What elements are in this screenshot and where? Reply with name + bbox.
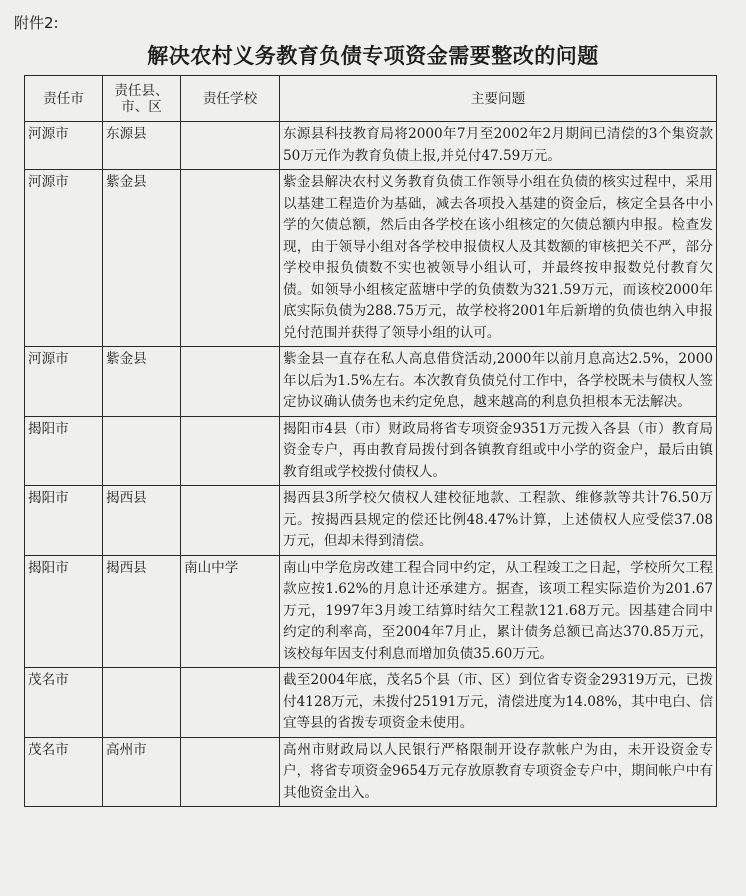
cell-problem: 揭阳市4县（市）财政局将省专项资金9351万元拨入各县（市）教育局资金专户，再由教育局拨付到各镇教育组或中小学的资金户，最后由镇教育组或学校拨付债权人。	[280, 416, 717, 486]
header-county: 责任县、市、区	[103, 76, 181, 122]
header-city: 责任市	[25, 76, 103, 122]
cell-county: 紫金县	[103, 347, 181, 417]
table-header-row	[25, 76, 717, 122]
cell-school	[181, 122, 280, 170]
table-row	[25, 347, 717, 417]
cell-county: 高州市	[103, 737, 181, 807]
cell-problem: 东源县科技教育局将2000年7月至2002年2月期间已清偿的3个集资款50万元作为教育负债上报,并兑付47.59万元。	[280, 122, 717, 170]
cell-city: 揭阳市	[25, 416, 103, 486]
table-row	[25, 668, 717, 738]
table-row	[25, 122, 717, 170]
cell-problem: 高州市财政局以人民银行严格限制开设存款帐户为由，未开设资金专户，将省专项资金9654万元存放原教育专项资金专户中，期间帐户中有其他资金出入。	[280, 737, 717, 807]
attachment-label: 附件2:	[14, 14, 59, 32]
cell-city: 揭阳市	[25, 486, 103, 556]
cell-county	[103, 668, 181, 738]
cell-county	[103, 416, 181, 486]
table-row	[25, 416, 717, 486]
table-row	[25, 486, 717, 556]
table-row	[25, 737, 717, 807]
cell-problem: 揭西县3所学校欠债权人建校征地款、工程款、维修款等共计76.50万元。按揭西县规定的偿还比例48.47%计算，上述债权人应受偿37.08万元，但却未得到清偿。	[280, 486, 717, 556]
table-row	[25, 170, 717, 347]
cell-city: 河源市	[25, 170, 103, 347]
cell-county: 东源县	[103, 122, 181, 170]
cell-problem: 南山中学危房改建工程合同中约定，从工程竣工之日起，学校所欠工程款应按1.62%的月息计还承建方。据查，该项工程实际造价为201.67万元，1997年3月竣工结算时结欠工程款121.68万元。因基建合同中约定的利率高，至2004年7月止，累计债务总额已高达370.85万元，该校每年因支付利息而增加负债35.60万元。	[280, 555, 717, 668]
header-problem: 主要问题	[280, 76, 717, 122]
cell-city: 河源市	[25, 347, 103, 417]
cell-school	[181, 416, 280, 486]
cell-school	[181, 668, 280, 738]
rectification-table	[24, 75, 717, 807]
table-row	[25, 555, 717, 668]
cell-problem: 截至2004年底，茂名5个县（市、区）到位省专资金29319万元，已拨付4128万元，未拨付25191万元，清偿进度为14.08%，其中电白、信宜等县的省拨专项资金未使用。	[280, 668, 717, 738]
cell-problem: 紫金县解决农村义务教育负债工作领导小组在负债的核实过程中，采用以基建工程造价为基础，减去各项投入基建的资金后，核定全县各中小学的欠债总额，然后由各学校在该小组核定的欠债总额内申报。检查发现，由于领导小组对各学校申报债权人及其数额的审核把关不严，部分学校申报负债数不实也被领导小组认可，并最终按申报数兑付教育欠债。如领导小组核定蓝塘中学的负债数为321.59万元，而该校2000年底实际负债为288.75万元，故学校将2001年后新增的负债也纳入申报兑付范围并获得了领导小组的认可。	[280, 170, 717, 347]
cell-city: 揭阳市	[25, 555, 103, 668]
cell-city: 茂名市	[25, 737, 103, 807]
cell-problem: 紫金县一直存在私人高息借贷活动,2000年以前月息高达2.5%，2000年以后为1.5%左右。本次教育负债兑付工作中，各学校既未与债权人签定协议确认债务也未约定免息，越来越高的利息负担根本无法解决。	[280, 347, 717, 417]
document-title: 解决农村义务教育负债专项资金需要整改的问题	[147, 44, 599, 68]
cell-school	[181, 347, 280, 417]
cell-school	[181, 737, 280, 807]
cell-county: 揭西县	[103, 486, 181, 556]
cell-school	[181, 486, 280, 556]
cell-school	[181, 170, 280, 347]
cell-city: 河源市	[25, 122, 103, 170]
cell-county: 紫金县	[103, 170, 181, 347]
cell-city: 茂名市	[25, 668, 103, 738]
cell-county: 揭西县	[103, 555, 181, 668]
cell-school: 南山中学	[181, 555, 280, 668]
header-school: 责任学校	[181, 76, 280, 122]
